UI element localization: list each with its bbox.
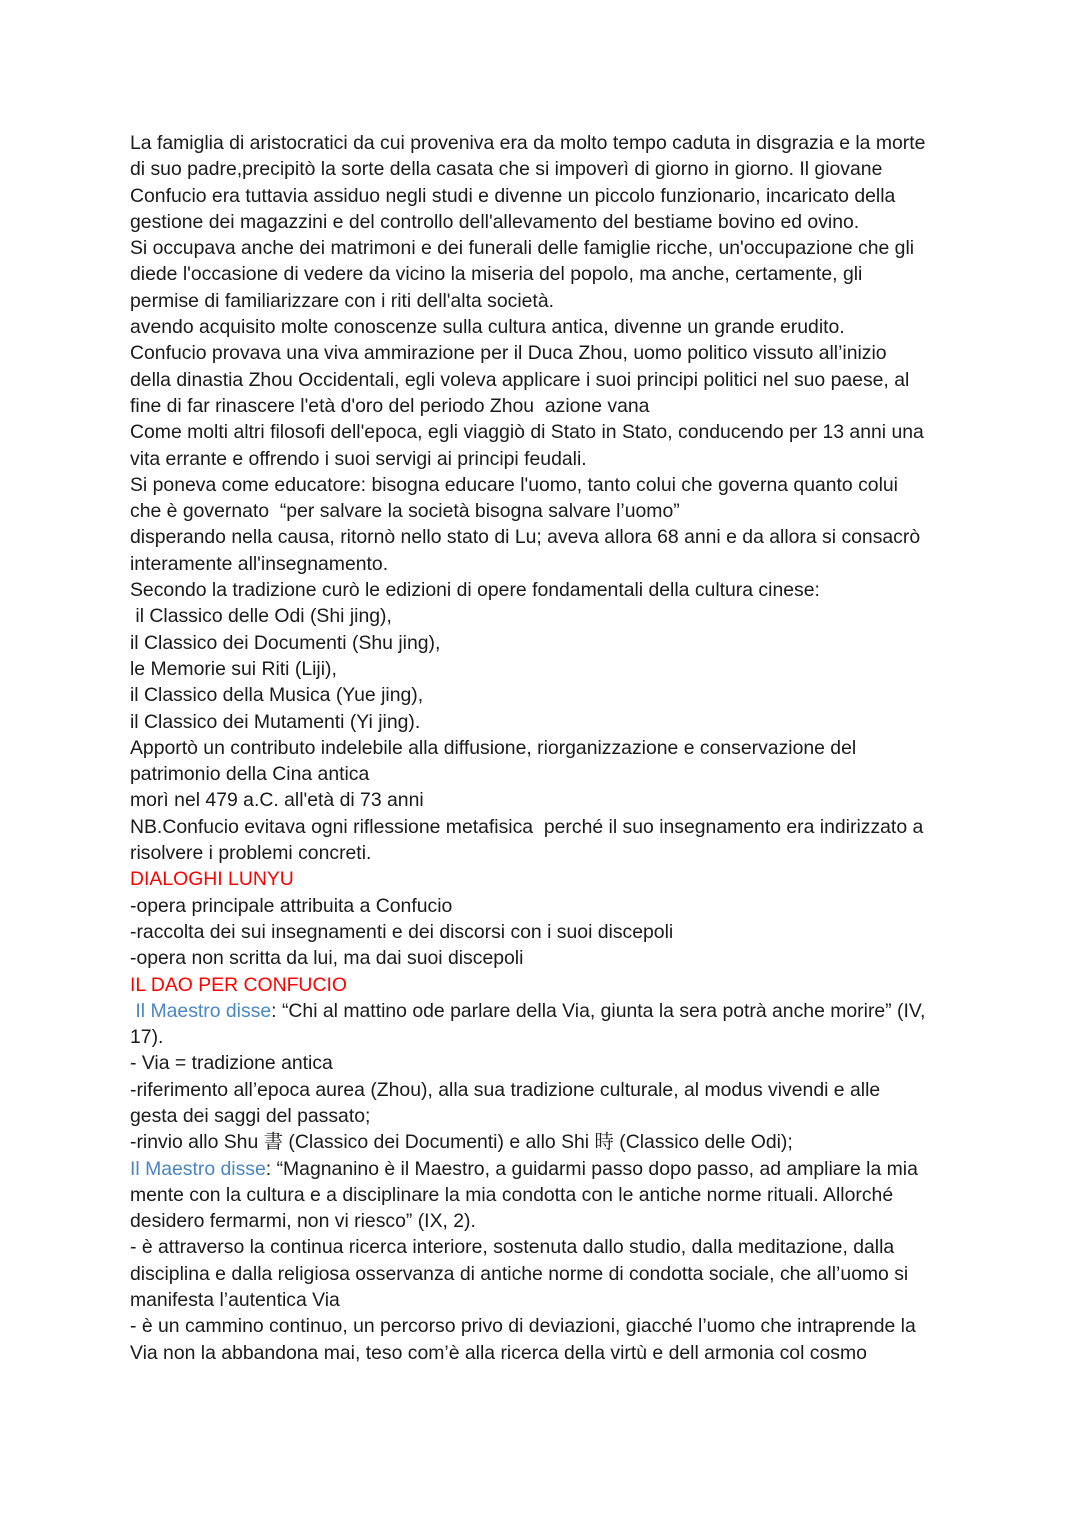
quote-speaker: Il Maestro disse xyxy=(130,1157,266,1180)
list-item: - è attraverso la continua ricerca interiore, sostenuta dallo studio, dalla meditazione, dalla xyxy=(130,1236,895,1259)
text-line: Come molti altri filosofi dell'epoca, egli viaggiò di Stato in Stato, conducendo per 13 anni una xyxy=(130,421,924,444)
text-line: Secondo la tradizione curò le edizioni di opere fondamentali della cultura cinese: xyxy=(130,579,820,602)
quote-speaker: Il Maestro disse xyxy=(130,999,272,1022)
list-item: -opera principale attribuita a Confucio xyxy=(130,894,453,917)
quote-text: : “Chi al mattino ode parlare della Via, giunta la sera potrà anche morire” (IV, xyxy=(271,999,926,1022)
document-body xyxy=(130,130,960,1366)
quote-line xyxy=(130,998,960,1024)
text-line: vita errante e offrendo i suoi servigi ai principi feudali. xyxy=(130,447,587,470)
text-line: disperando nella causa, ritornò nello stato di Lu; aveva allora 68 anni e da allora si consacrò xyxy=(130,526,921,549)
text-line: di suo padre,precipitò la sorte della casata che si impoverì di giorno in giorno. Il giovane xyxy=(130,158,883,181)
quote-line xyxy=(130,1156,960,1182)
text-line: gestione dei magazzini e del controllo dell'allevamento del bestiame bovino ed ovino. xyxy=(130,210,860,233)
text-line: della dinastia Zhou Occidentali, egli voleva applicare i suoi principi politici nel suo paese, al xyxy=(130,368,910,391)
list-item: -opera non scritta da lui, ma dai suoi discepoli xyxy=(130,947,524,970)
list-item: - è un cammino continuo, un percorso privo di deviazioni, giacché l’uomo che intraprende la xyxy=(130,1315,916,1338)
text-line: interamente all'insegnamento. xyxy=(130,552,389,575)
list-item: le Memorie sui Riti (Liji), xyxy=(130,657,337,680)
quote-line: 17). xyxy=(130,1026,164,1049)
text-line: diede l'occasione di vedere da vicino la miseria del popolo, ma anche, certamente, gli xyxy=(130,263,863,286)
heading-lunyu: DIALOGHI LUNYU xyxy=(130,868,294,891)
list-item: il Classico dei Documenti (Shu jing), xyxy=(130,631,441,654)
list-item: il Classico della Musica (Yue jing), xyxy=(130,684,424,707)
heading-dao: IL DAO PER CONFUCIO xyxy=(130,973,347,996)
text-line: La famiglia di aristocratici da cui proveniva era da molto tempo caduta in disgrazia e la morte xyxy=(130,132,926,154)
quote-text: : “Magnanino è il Maestro, a guidarmi passo dopo passo, ad ampliare la mia xyxy=(265,1157,918,1180)
list-item: disciplina e dalla religiosa osservanza di antiche norme di condotta sociale, che all’uomo si xyxy=(130,1262,909,1285)
text-line: Si occupava anche dei matrimoni e dei funerali delle famiglie ricche, un'occupazione che gli xyxy=(130,237,915,260)
text-line: Confucio era tuttavia assiduo negli studi e divenne un piccolo funzionario, incaricato della xyxy=(130,184,896,207)
list-item: manifesta l’autentica Via xyxy=(130,1289,340,1312)
text-line: risolvere i problemi concreti. xyxy=(130,842,372,865)
text-line: Confucio provava una viva ammirazione per il Duca Zhou, uomo politico vissuto all’inizio xyxy=(130,342,887,365)
list-item: gesta dei saggi del passato; xyxy=(130,1104,371,1127)
list-item: -rinvio allo Shu 書 (Classico dei Documenti) e allo Shi 時 (Classico delle Odi); xyxy=(130,1131,793,1154)
list-item: il Classico dei Mutamenti (Yi jing). xyxy=(130,710,421,733)
quote-line: mente con la cultura e a disciplinare la mia condotta con le antiche norme rituali. Allorché xyxy=(130,1183,894,1206)
text-line: che è governato “per salvare la società bisogna salvare l’uomo” xyxy=(130,500,680,523)
text-line: NB.Confucio evitava ogni riflessione metafisica perché il suo insegnamento era indirizzato a xyxy=(130,815,924,838)
text-line: Si poneva come educatore: bisogna educare l'uomo, tanto colui che governa quanto colui xyxy=(130,473,898,496)
list-item: il Classico delle Odi (Shi jing), xyxy=(130,605,392,628)
list-item: -raccolta dei sui insegnamenti e dei discorsi con i suoi discepoli xyxy=(130,920,674,943)
text-line: avendo acquisito molte conoscenze sulla cultura antica, divenne un grande erudito. xyxy=(130,316,845,339)
list-item: - Via = tradizione antica xyxy=(130,1052,333,1075)
quote-line: desidero fermarmi, non vi riesco” (IX, 2). xyxy=(130,1210,476,1233)
text-line: permise di familiarizzare con i riti dell'alta società. xyxy=(130,289,554,312)
text-line: morì nel 479 a.C. all'età di 73 anni xyxy=(130,789,424,812)
list-item: Via non la abbandona mai, teso com’è alla ricerca della virtù e dell armonia col cosmo xyxy=(130,1341,867,1364)
list-item: -riferimento all’epoca aurea (Zhou), alla sua tradizione culturale, al modus vivendi e alle xyxy=(130,1078,881,1101)
text-line: fine di far rinascere l'età d'oro del periodo Zhou azione vana xyxy=(130,394,650,417)
text-line: Apportò un contributo indelebile alla diffusione, riorganizzazione e conservazione del xyxy=(130,736,857,759)
text-line: patrimonio della Cina antica xyxy=(130,763,370,786)
